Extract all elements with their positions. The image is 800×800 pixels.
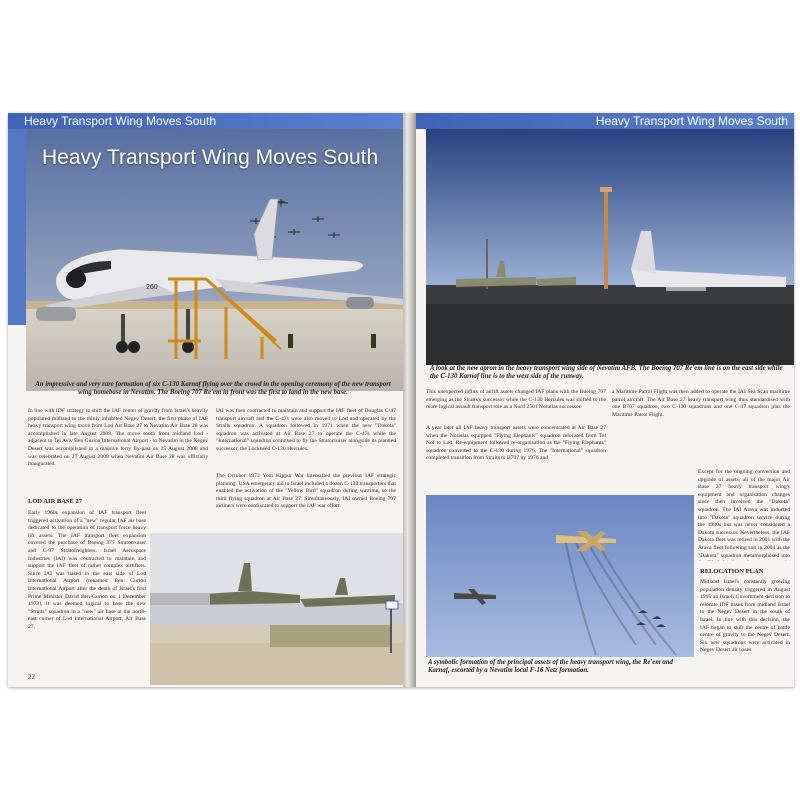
hero-photo-caption: An impressive and very rare formation of six C-130 Karnaf flying over the crowd in the opening ceremony of the new transport wing homebase in Nevatim. The Boeing 707 Re'em in front was the first to land in the new base. (35, 381, 391, 397)
ground-crew (288, 334, 293, 348)
right-column-1-text-2: A year later all IAF heavy transport assets were concentrated at Air Base 27 when the Noratlas equipped "Flying Elephants" squadron relocated from Tel Nof to Lod. Re-equipment followed re-organisation as the "Flying Elephants" squadron converted to the C-130 during 1976. The "International" squadron completed transition from Straits to B707 by 1976 and (426, 425, 606, 462)
right-column-2-text-2: Except for the ongoing conversion and upgrade of assets, all of the major Air Base 27 heavy transport wing's equipment and organisation changes since then involved the "Dakota" squadron. The IAI Arava was inducted into "Dakota" squadron service during the 1980s but was never considered a Dakota successor. Nevertheless, the IAF Dakota fleet was retired in 2001 with the Arava fleet following suit in 2004 as the "Dakota" squadron metamorphosed into (698, 469, 790, 559)
photo-c130-line (150, 533, 403, 685)
aircraft-tail-number: 260 (146, 284, 158, 291)
column-2-intro: IAI was then contracted to maintain and support the IAF fleet of Douglas C-47 transport aircraft and the C-47s were also moved to Lod and operated by the Straits squadron. A squadron followed in 1971 when the new "Dakota" squadron was activated at Air Base 27 to operate the C-47s while the "International" squadron continued to fly the Stratocruiser alongside its planned successor, the Lockheed C-130 Hercules. (216, 408, 396, 452)
photo-nevatim-apron (426, 129, 794, 365)
ground-crew (371, 334, 376, 348)
right-column-1-text: This unexpected influx of airlift assets changed IAF plans with the Boeing 707 emerging as the Straits's successor while the C-130 Hercules was shifted to the more logical assault transport role as a Nord 2501 Noratlas successor. (426, 389, 606, 411)
israeli-flag (386, 601, 398, 609)
article-title: Heavy Transport Wing Moves South (42, 146, 379, 169)
page-number: 22 (28, 673, 35, 681)
subhead-relocation-plan: RELOCATION PLAN (700, 568, 764, 575)
left-page-header: Heavy Transport Wing Moves South (8, 113, 403, 129)
subhead-lod-air-base: LOD AIR BASE 27 (28, 498, 82, 505)
column-1-intro: In line with IDF strategy to shift the IAF center of gravity from Israel's heavily populated midland to the thinly inhabited Negev Desert, the first phase of IAF heavy transport wing move from Lod Air Base 27 to Nevatim Air Base 28 was accomplished in late August 2008. The move south from midland Lod - adjacent to Tel Aviv Ben Gurion International Airport - to Nevatim in the Negev Desert was accomplished in a massive ferry fly-past on 25 August 2008 and was celebrated on 27 August 2008 when Nevatim Air Base 28 was officially inaugurated. (28, 408, 208, 468)
right-page-header: Heavy Transport Wing Moves South (416, 113, 794, 129)
photo-formation-flight (426, 495, 694, 657)
right-column-2-text: a Maritime Patrol Flight was then added to operate the IAI Sea Scan maritime patrol aircraft. The Air Base 27 heavy transport wing thus standardised with one B707 squadron, two C-130 squadrons and one C-47 squadron plus the Maritime Patrol Flight. (612, 389, 790, 418)
column-2-second-paragraph: The October 1973 Yom Kippur War intensified the previous IAF strategic planning. USA emergency aid to Israel included a dozen C-130 transporters that enabled the activation of the "Yellow Bird" squadron during wartime, so the third flying squadron at Air Base 27. Simultaneously, IAI owned Boeing 707 airliners were confiscated to support the IAF war effort. (216, 473, 396, 510)
spine-gutter (403, 113, 416, 687)
left-page (8, 113, 403, 687)
apron-photo-caption: A look at the new apron in the heavy transport wing side of Nevatim AFB. The Boeing 707 Re'em line is on the east side while the C-130 Karnaf line is to the west side of the runway. (430, 365, 783, 381)
formation-photo-caption: A symbolic formation of the principal assets of the heavy transport wing, the Re'em and Karnaf, escorted by a Nevatim local F-16 Netz formation. (428, 659, 673, 675)
left-blue-margin (8, 129, 26, 325)
right-page (416, 113, 794, 687)
magazine-spread (8, 113, 794, 687)
right-column-2-text-3: Midland Israel's constantly growing population density triggered in August 1995 an Israeli Government decision to relocate IDF bases from midland Israel to the Negev Desert in the south of Israel. In line with this decision, the IAF began to shift the centre of battle centre of gravity to the Negev Desert. Six new squadrons were activated in Negev Desert air bases (700, 579, 790, 654)
hero-photo-boeing-707 (26, 129, 403, 391)
right-column-2-text-2a (612, 429, 790, 469)
column-1-lod-text: Early 1960s expansion of IAF transport fleet triggered activation of a "new" regular IAF air base dedicated to the operation of transport force heavy lift assets. The IAF transport fleet expansion covered the purchase of Boeing 377 Stratocruiser and C-97 Stratofreighters. Israel Aerospace Industries (IAI) was contracted to maintain and support the IAF fleet of rather complex airlifters. Since IAI was based in the east side of Lod International Airport (renamed Ben Gurion International Airport after the death of Israel's first Prime Minister David Ben-Gurion on 1 December 1973), it was deemed logical to base the new "Straits" squadron in a "new" air base at the north-east corner of Lod International Airport, Air Base 27. (28, 510, 146, 630)
